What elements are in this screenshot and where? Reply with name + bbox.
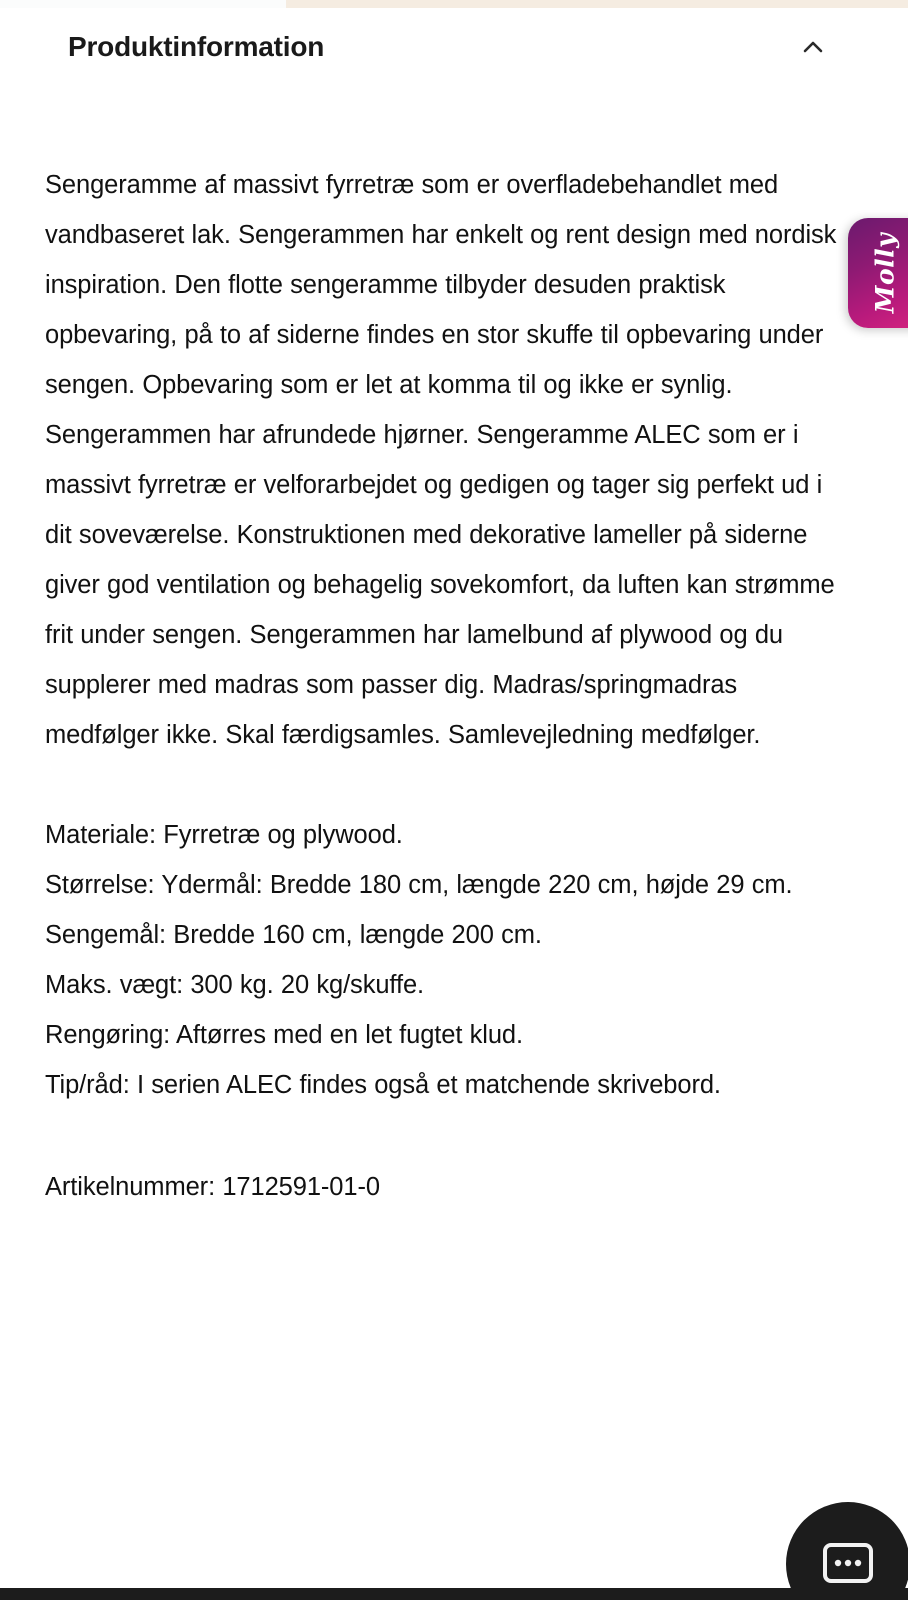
spec-cleaning: Rengøring: Aftørres med en let fugtet klud. — [45, 1021, 523, 1049]
chevron-up-icon[interactable] — [796, 30, 830, 64]
accordion-header-produktinformation[interactable] — [0, 8, 908, 86]
product-description-paragraph: Sengeramme af massivt fyrretræ som er overfladebehandlet med vandbaseret lak. Sengerammen har enkelt og rent design med nordisk inspiration. Den flotte sengeramme tilbyder desuden praktisk opbevaring, på to af siderne findes en stor skuffe til opbevaring under sengen. Opbevaring som er let at komma til og ikke er synlig. Sengerammen har afrundede hjørner. Sengeramme ALEC som er i massivt fyrretræ er velforarbejdet og gedigen og tager sig perfekt ud i dit soveværelse. Konstruktionen med dekorative lameller på siderne giver god ventilation og behagelig sovekomfort, da luften kan strømme frit under sengen. Sengerammen har lamelbund af plywood og du supplerer med madras som passer dig. Madras/springmadras medfølger ikke. Skal færdigsamles. Samlevejledning medfølger. — [45, 171, 837, 749]
article-number: Artikelnummer: 1712591-01-0 — [45, 1173, 380, 1201]
spec-tip: Tip/råd: I serien ALEC findes også et matchende skrivebord. — [45, 1071, 721, 1099]
specifications-block — [45, 810, 845, 1110]
molly-side-tab[interactable] — [848, 218, 908, 328]
top-strip-left-segment — [0, 0, 286, 8]
molly-tab-label: Molly — [870, 232, 900, 314]
chat-bubble-ellipsis-icon[interactable] — [786, 1502, 908, 1600]
article-number-block — [45, 1162, 845, 1212]
spec-max-weight: Maks. vægt: 300 kg. 20 kg/skuffe. — [45, 971, 425, 999]
page-title: Produktinformation — [68, 30, 325, 62]
spec-size: Størrelse: Ydermål: Bredde 180 cm, længde 220 cm, højde 29 cm. Sengemål: Bredde 160 cm, længde 200 cm. — [45, 871, 793, 949]
bottom-system-bar — [0, 1588, 908, 1600]
top-accent-strip — [286, 0, 908, 8]
product-information-content — [45, 160, 845, 1212]
spec-material: Materiale: Fyrretræ og plywood. — [45, 821, 403, 849]
